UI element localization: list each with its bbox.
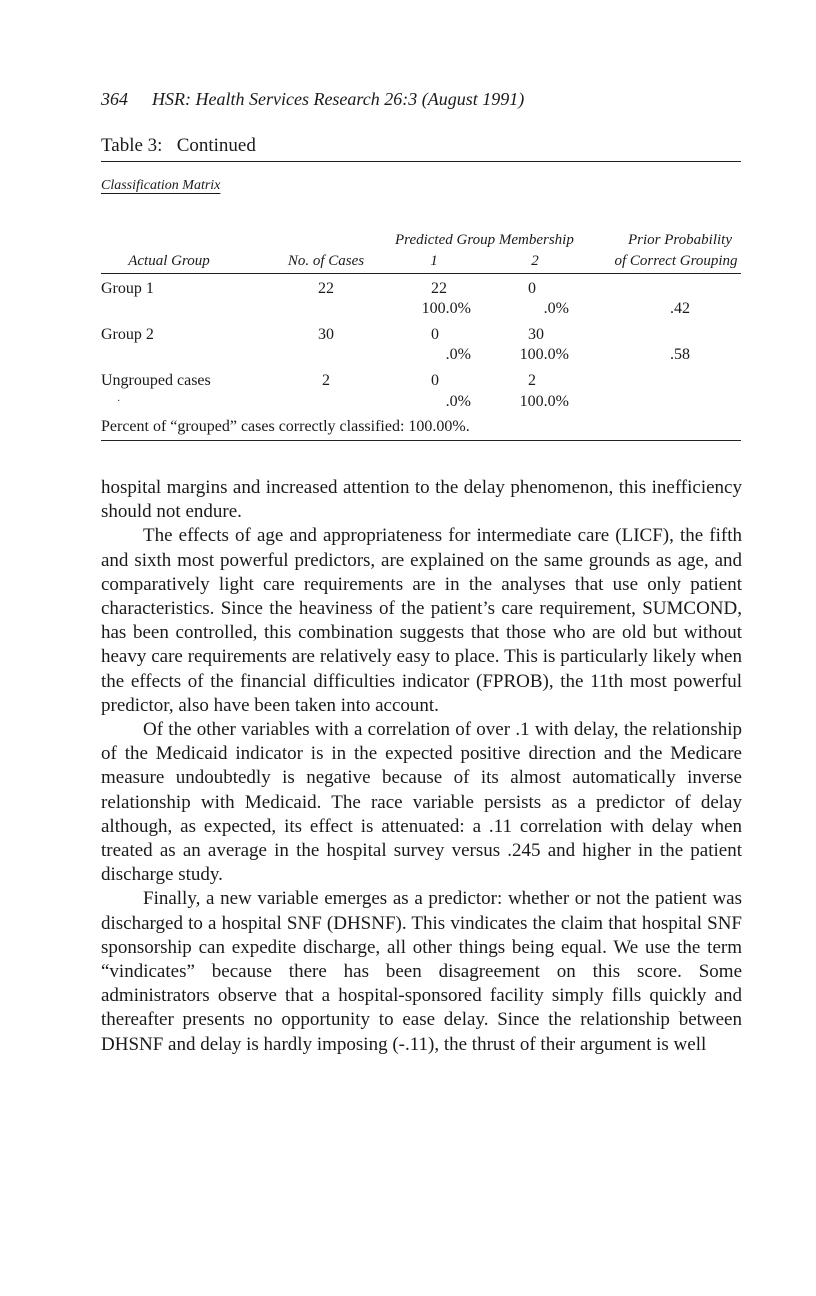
table-top-rule: [101, 161, 741, 162]
table-title: Table 3: Continued: [101, 135, 256, 156]
header-prior-line2: of Correct Grouping: [614, 253, 738, 269]
row-group-label: Group 2: [101, 326, 154, 343]
row-group-label: Ungrouped cases: [101, 372, 211, 389]
row-pred1-pct: 100.0%: [421, 300, 471, 317]
header-prior-line1: Prior Probability: [627, 232, 733, 248]
paragraph: Of the other variables with a correlation of over .1 with delay, the relationship of the Medicaid indicator is in the expected positive direction and the Medicare measure undoubtedly is negative because of its almost automatically inverse relationship with Medicaid. The race variable persists as a predictor of delay although, as expected, its effect is attenuated: a .11 correlation with delay when treated as an average in the hospital survey versus .245 and higher in the patient discharge study.: [101, 719, 742, 886]
row-pred2-count: 30: [528, 326, 544, 343]
running-title: HSR: Health Services Research 26:3 (August 1991): [152, 89, 525, 109]
table-bottom-rule: [101, 440, 741, 441]
row-pred1-pct: .0%: [445, 393, 471, 410]
header-no-cases: No. of Cases: [287, 253, 365, 269]
row-prior: .42: [670, 300, 690, 317]
running-header: [101, 89, 524, 110]
paragraph: Finally, a new variable emerges as a predictor: whether or not the patient was discharged to a hospital SNF (DHSNF). This vindicates the claim that hospital SNF sponsorship can expedite discharge, all other things being equal. We use the term “vindicates” because there has been disagreement on this score. Some administrators observe that a hospital-sponsored facility simply fills quickly and thereafter presents no opportunity to ease delay. Since the relationship between DHSNF and delay is hardly imposing (-.11), the thrust of their argument is well: [101, 888, 742, 1055]
row-pred2-pct: 100.0%: [519, 393, 569, 410]
row-pred1-count: 22: [431, 280, 447, 297]
row-pred2-count: 2: [528, 372, 536, 389]
table-header-rule: [101, 273, 741, 274]
row-pred2-pct: .0%: [543, 300, 569, 317]
header-predicted-1: 1: [430, 253, 438, 269]
header-predicted-2: 2: [531, 253, 539, 269]
row-cases: 30: [318, 326, 334, 343]
row-pred2-count: 0: [528, 280, 536, 297]
row-pred1-count: 0: [431, 326, 439, 343]
paragraph: hospital margins and increased attention to the delay phenomenon, this inefficiency should not endure.: [101, 477, 742, 523]
stray-dot: ·: [117, 396, 121, 407]
row-pred1-count: 0: [431, 372, 439, 389]
row-group-label: Group 1: [101, 280, 154, 297]
body-text: [101, 476, 742, 1057]
row-pred1-pct: .0%: [445, 346, 471, 363]
row-cases: 22: [318, 280, 334, 297]
classification-matrix-label: Classification Matrix: [101, 178, 221, 193]
page-number: 364: [101, 89, 128, 109]
header-predicted-group: Predicted Group Membership: [395, 232, 574, 248]
header-actual-group: Actual Group: [128, 253, 210, 269]
row-prior: .58: [670, 346, 690, 363]
row-pred2-pct: 100.0%: [519, 346, 569, 363]
row-cases: 2: [322, 372, 330, 389]
paragraph: The effects of age and appropriateness for intermediate care (LICF), the fifth and sixth most powerful predictors, are explained on the same grounds as age, and comparatively light care requirements are in the analyses that use only patient characteristics. Since the heaviness of the patient’s care requirement, SUMCOND, has been controlled, this combination suggests that those who are old but without heavy care requirements are relatively easy to place. This is particularly likely when the effects of the financial difficulties indicator (FPROB), the 11th most powerful predictor, also have been taken into account.: [101, 525, 742, 716]
table-footnote: Percent of “grouped” cases correctly classified: 100.00%.: [101, 418, 470, 435]
